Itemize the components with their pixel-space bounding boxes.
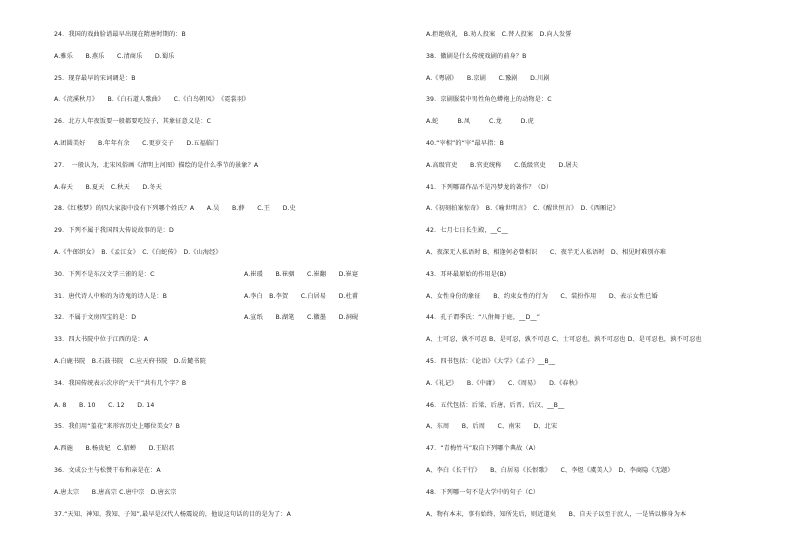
question-text: A.高级官吏 B.官吏统称 C.低级官吏 D.屠夫 [426,161,578,169]
question-text: A、李白《长干行》 B、白居易《长恨歌》 C、李煜《虞美人》 D、李商隐《无题》 [426,467,674,474]
question-text: 24．我国的戏曲脸谱最早出现在隋唐时期的：B [54,31,186,38]
question-text: 48．下列哪一句不是大学中的句子（C） [426,488,540,496]
question-text: 28.《红楼梦》的四大家族中没有下列哪个姓氏？A A.吴 B.薛 C.王 D.史 [54,205,296,213]
question-text: A、夜深无人私语时 B、相逢何必曾相识 C、夜半无人私语时 D、相见时难别亦难 [426,249,667,256]
question-text: A.《礼记》 B.《中庸》 C.《周易》 D.《春秋》 [426,379,582,387]
question-text: A、士可忍，孰不可忍 B、是可忍，孰不可忍 C、士可忍也，孰不可忍也 D、是可忍也，孰不可忍也 [426,336,702,344]
question-text: 25．现存最早的宋词调是：B [54,74,136,82]
question-text: A.《浣溪秋月》 B.《白石道人歌曲》 C.《白鸟朝凤》 《霓裳羽》 [54,96,250,104]
question-text: 34．我国传统表示次序的“天干”共有几个字？B [54,379,187,387]
question-text: 37.“天知、神知、我知、子知”,最早是汉代人杨震说的，他说这句话的目的是为了：A [54,510,291,518]
answer-options: A.李白 B.李贺 C.白居易 D.杜甫 [244,292,359,300]
question-text: 45．四书包括：《论语》《大学》《孟子》__B__ [426,358,556,365]
answer-options: A.宣纸 B.湖笔 C.徽墨 D.洞砚 [244,314,359,322]
question-text: A.《粤剧》 B.京剧 C.豫剧 D.川剧 [426,74,550,82]
answer-options: A.崔瑗 B.崔骃 C.崔翻 D.崔寔 [244,270,359,278]
question-text: 36．文成公主与松赞干布和亲是在：A [54,467,161,474]
question-text: A.春天 B.夏天 C.秋天 D.冬天 [54,183,162,191]
question-text: A.唐太宗 B.唐高宗 C.唐中宗 D.唐玄宗 [54,488,177,496]
question-text: 39．京剧服装中男性角色蟒袍上的动物是：C [426,96,552,104]
question-text: 30．下列不是东汉文学三雀的是：C [54,270,155,278]
question-text: 35．我们用“羞花”来形容历史上哪位美女？B [54,423,180,431]
question-text: 27． 一般认为，北宋风俗画《清明上河图》描绘的是什么季节的景象？A [54,161,259,169]
question-text: 44．孔子谓季氏：“八佾舞于庭，__D__” [426,314,541,322]
question-text: A.团圆美好 B.年年有余 C.更岁交子 D.五福临门 [54,140,219,147]
question-text: A.雅乐 B.燕乐 C.清商乐 D.蜀乐 [54,52,175,60]
question-text: A、物有本末，事有始终，知所先后，则近道矣 B、自天子以至于庶人，一是皆以修身为本 [426,510,687,518]
question-text: A.拒绝收礼 B.劝人投案 C.替人投案 D.向人发誓 [426,31,572,38]
question-text: A、女性身份的象征 B、约束女性的行为 C、装扮作用 D、表示女性已婚 [426,292,658,300]
question-text: 42．七月七日长生殿，__C__ [426,227,508,235]
question-text: A.西施 B.杨贵妃 C.貂蝉 D.王昭君 [54,445,175,453]
question-text: 47．“青梅竹马”取自下列哪个典故（A） [426,445,540,453]
question-text: 31．唐代诗人中称的为诗鬼的诗人是：B [54,292,168,300]
question-text: 38．徽剧是什么传统戏剧的前身？B [426,52,527,60]
question-text: A、东周 B、后周 C、南宋 D、北宋 [426,423,558,431]
question-text: 26．北方人年夜饭要一般都要吃饺子，其象征意义是：C [54,118,212,126]
question-text: A.《初刻拍案惊奇》 B.《喻世明言》 C.《醒世恒言》 D.《西厢记》 [426,205,619,213]
question-text: 33．四大书院中位于江西的是：A [54,336,149,344]
question-text: A.白鹿书院 B.石鼓书院 C.应天府书院 D.岳麓书院 [54,358,206,365]
question-text: 41．下列哪部作品不是冯梦龙的著作？（D） [426,183,553,191]
question-text: 32．不属于文房四宝的是：D [54,314,137,322]
question-text: 29．下列不属于我国四大传说故事的是：D [54,227,174,235]
question-text: 46．五代包括：后梁、后唐、后晋、后汉、__B__ [426,401,565,409]
question-text: 40.“宰相”的“宰”最早指：B [426,140,505,147]
question-text: 43．耳环最原始的作用是(B) [426,270,507,278]
question-text: A.蛇 B.凤 C.龙 D.虎 [426,118,534,126]
question-text: A.《牛郎织女》 B.《孟江女》 C.《白蛇传》 D.《山海经》 [54,249,222,256]
question-text: A. 8 B. 10 C. 12 D. 14 [54,401,155,409]
